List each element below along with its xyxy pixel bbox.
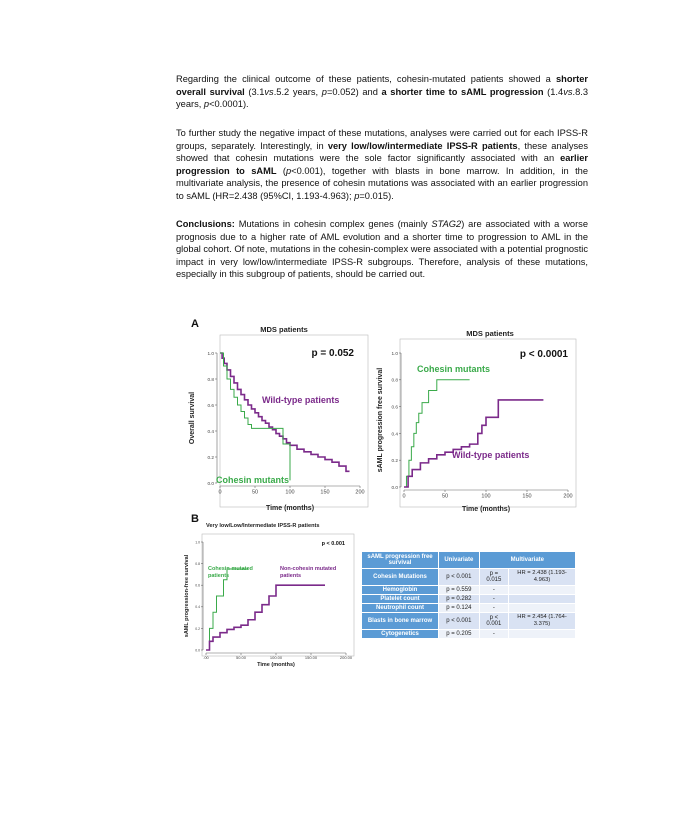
x-tick-label: 100.00 xyxy=(269,655,283,660)
x-axis-label: Time (months) xyxy=(257,662,295,668)
x-tick-label: .00 xyxy=(203,655,209,660)
chart-title: Very low/Low/Intermediate IPSS-R patients xyxy=(206,523,320,529)
chart-title: MDS patients xyxy=(260,325,308,334)
panel-label-a: A xyxy=(191,318,199,330)
table-cell-multivariate-p: - xyxy=(479,604,508,613)
table-cell-univariate: p = 0.124 xyxy=(439,604,480,613)
table-header-multivariate: Multivariate xyxy=(479,552,575,569)
x-tick-label: 200 xyxy=(355,489,365,496)
table-cell-hazard-ratio: HR = 2.454 (1.764-3.375) xyxy=(509,613,576,630)
y-tick-label: 0.0 xyxy=(195,648,200,653)
table-cell-multivariate-p: p = 0.015 xyxy=(479,569,508,586)
table-cell-multivariate-p: - xyxy=(479,595,508,604)
table-body xyxy=(362,569,576,639)
x-tick-label: 0 xyxy=(402,493,406,500)
series-label: patients xyxy=(208,573,230,579)
x-tick-label: 100 xyxy=(285,489,295,496)
table-row xyxy=(362,569,576,586)
y-tick-label: 0.2 xyxy=(207,454,214,460)
series-label: Wild-type patients xyxy=(262,395,340,405)
table-cell-variable: Cytogenetics xyxy=(362,630,439,639)
table-cell-variable: Cohesin Mutations xyxy=(362,569,439,586)
x-tick-label: 100 xyxy=(481,493,491,500)
table-cell-univariate: p < 0.001 xyxy=(439,569,480,586)
table-cell-multivariate-p: - xyxy=(479,630,508,639)
x-axis-label: Time (months) xyxy=(461,506,511,513)
table-cell-univariate: p = 0.205 xyxy=(439,630,480,639)
table-cell-multivariate-p: p < 0.001 xyxy=(479,613,508,630)
series-label: Cohesin-mutated xyxy=(208,566,253,572)
table-cell-hazard-ratio xyxy=(509,595,576,604)
x-tick-label: 200.00 xyxy=(339,655,353,660)
chart-ipss-low-pfs xyxy=(180,518,358,668)
paragraph-clinical-outcome: Regarding the clinical outcome of these patients, cohesin-mutated patients showed a shorter overall survival (3.1vs.5.2 years, p=0.052) and a shorter time to sAML progression (1.4vs.8.3 years, p<0.0001). xyxy=(176,74,589,110)
series-label: Wild-type patients xyxy=(452,450,530,460)
table-cell-hazard-ratio xyxy=(509,604,576,613)
x-tick-label: 50.00 xyxy=(235,655,247,660)
x-axis-label: Time (months) xyxy=(265,505,315,512)
y-tick-label: 1.0 xyxy=(195,540,200,545)
table-cell-univariate: p = 0.282 xyxy=(439,595,480,604)
y-tick-label: 0.0 xyxy=(207,480,214,486)
x-tick-label: 50 xyxy=(251,489,259,496)
x-tick-label: 150 xyxy=(320,489,330,496)
y-tick-label: 0.8 xyxy=(391,377,398,383)
x-tick-label: 150 xyxy=(522,493,532,500)
series-label: Non-cohesin mutated xyxy=(280,566,337,572)
x-tick-label: 50 xyxy=(441,493,449,500)
table-cell-variable: Hemoglobin xyxy=(362,586,439,595)
y-tick-label: 0.4 xyxy=(391,431,398,437)
table-row xyxy=(362,604,576,613)
paragraph-conclusions: Conclusions: Mutations in cohesin complex genes (mainly STAG2) are associated with a worse prognosis due to a higher rate of AML evolution and a shorter time to progression to AML in the global cohort. Of note, mutations in the cohesin-complex were associated with a potential prognostic impact in very low/low/intermediate IPSS-R subgroups. Therefore, analysis of these mutations, especially in this subgroup of patients, should be carried out. xyxy=(176,219,589,280)
y-tick-label: 0.2 xyxy=(195,626,200,631)
p-value-annotation: p < 0.0001 xyxy=(519,349,568,360)
table-cell-variable: Neutrophil count xyxy=(362,604,439,613)
chart-saml-pfs xyxy=(372,327,582,515)
p-value-annotation: p = 0.052 xyxy=(311,348,354,359)
y-tick-label: 0.6 xyxy=(391,404,398,410)
y-axis-label: Overall survival xyxy=(189,391,196,445)
y-tick-label: 0.6 xyxy=(195,583,200,588)
y-tick-label: 0.2 xyxy=(391,458,398,464)
table-cell-univariate: p < 0.001 xyxy=(439,613,480,630)
series-label: Cohesin mutants xyxy=(216,475,290,485)
table-row xyxy=(362,630,576,639)
table-header-variable: sAML progression free survival xyxy=(362,552,439,569)
y-tick-label: 0.4 xyxy=(207,428,214,434)
y-tick-label: 0.8 xyxy=(195,562,200,566)
chart-title: MDS patients xyxy=(466,329,514,338)
table-cell-univariate: p = 0.559 xyxy=(439,586,480,595)
table-cell-hazard-ratio: HR = 2.438 (1.193-4.963) xyxy=(509,569,576,586)
y-tick-label: 1.0 xyxy=(207,350,214,356)
y-tick-label: 0.6 xyxy=(207,402,214,408)
y-tick-label: 1.0 xyxy=(391,350,398,356)
x-tick-label: 200 xyxy=(563,493,573,500)
x-tick-label: 0 xyxy=(218,489,222,496)
series-label: patients xyxy=(280,573,302,579)
table-cell-variable: Blasts in bone marrow xyxy=(362,613,439,630)
p-value-annotation: p < 0.001 xyxy=(321,541,345,547)
table-cell-variable: Platelet count xyxy=(362,595,439,604)
table-row xyxy=(362,613,576,630)
x-tick-label: 150.00 xyxy=(304,655,318,660)
multivariate-table xyxy=(361,551,576,639)
series-label: Cohesin mutants xyxy=(417,364,491,374)
table-cell-multivariate-p: - xyxy=(479,586,508,595)
y-axis-label: sAML progression free survival xyxy=(377,367,384,473)
y-axis-label: sAML progression-free survival xyxy=(184,554,190,638)
paragraph-ipss-analysis: To further study the negative impact of these mutations, analyses were carried out for each IPSS-R groups, separately. Interestingly, in very low/low/intermediate IPSS-R patients, these analyses showed that cohesin mutations were the sole factor significantly associated with an earlier progression to sAML (p<0.001), together with blasts in bone marrow. In addition, in the multivariate analysis, the presence of cohesin mutations was associated with an earlier progression to sAML (HR=2.438 (95%CI, 1.193-4.963); p=0.015). xyxy=(176,128,588,201)
y-tick-label: 0.4 xyxy=(195,605,200,610)
panel-label-b: B xyxy=(191,513,199,525)
table-row xyxy=(362,595,576,604)
table-cell-hazard-ratio xyxy=(509,586,576,595)
chart-overall-survival xyxy=(184,323,374,513)
y-tick-label: 0.8 xyxy=(207,376,214,382)
table-header-univariate: Univariate xyxy=(439,552,480,569)
table-cell-hazard-ratio xyxy=(509,630,576,639)
y-tick-label: 0.0 xyxy=(391,484,398,490)
plot-frame xyxy=(202,534,354,656)
table-row xyxy=(362,586,576,595)
